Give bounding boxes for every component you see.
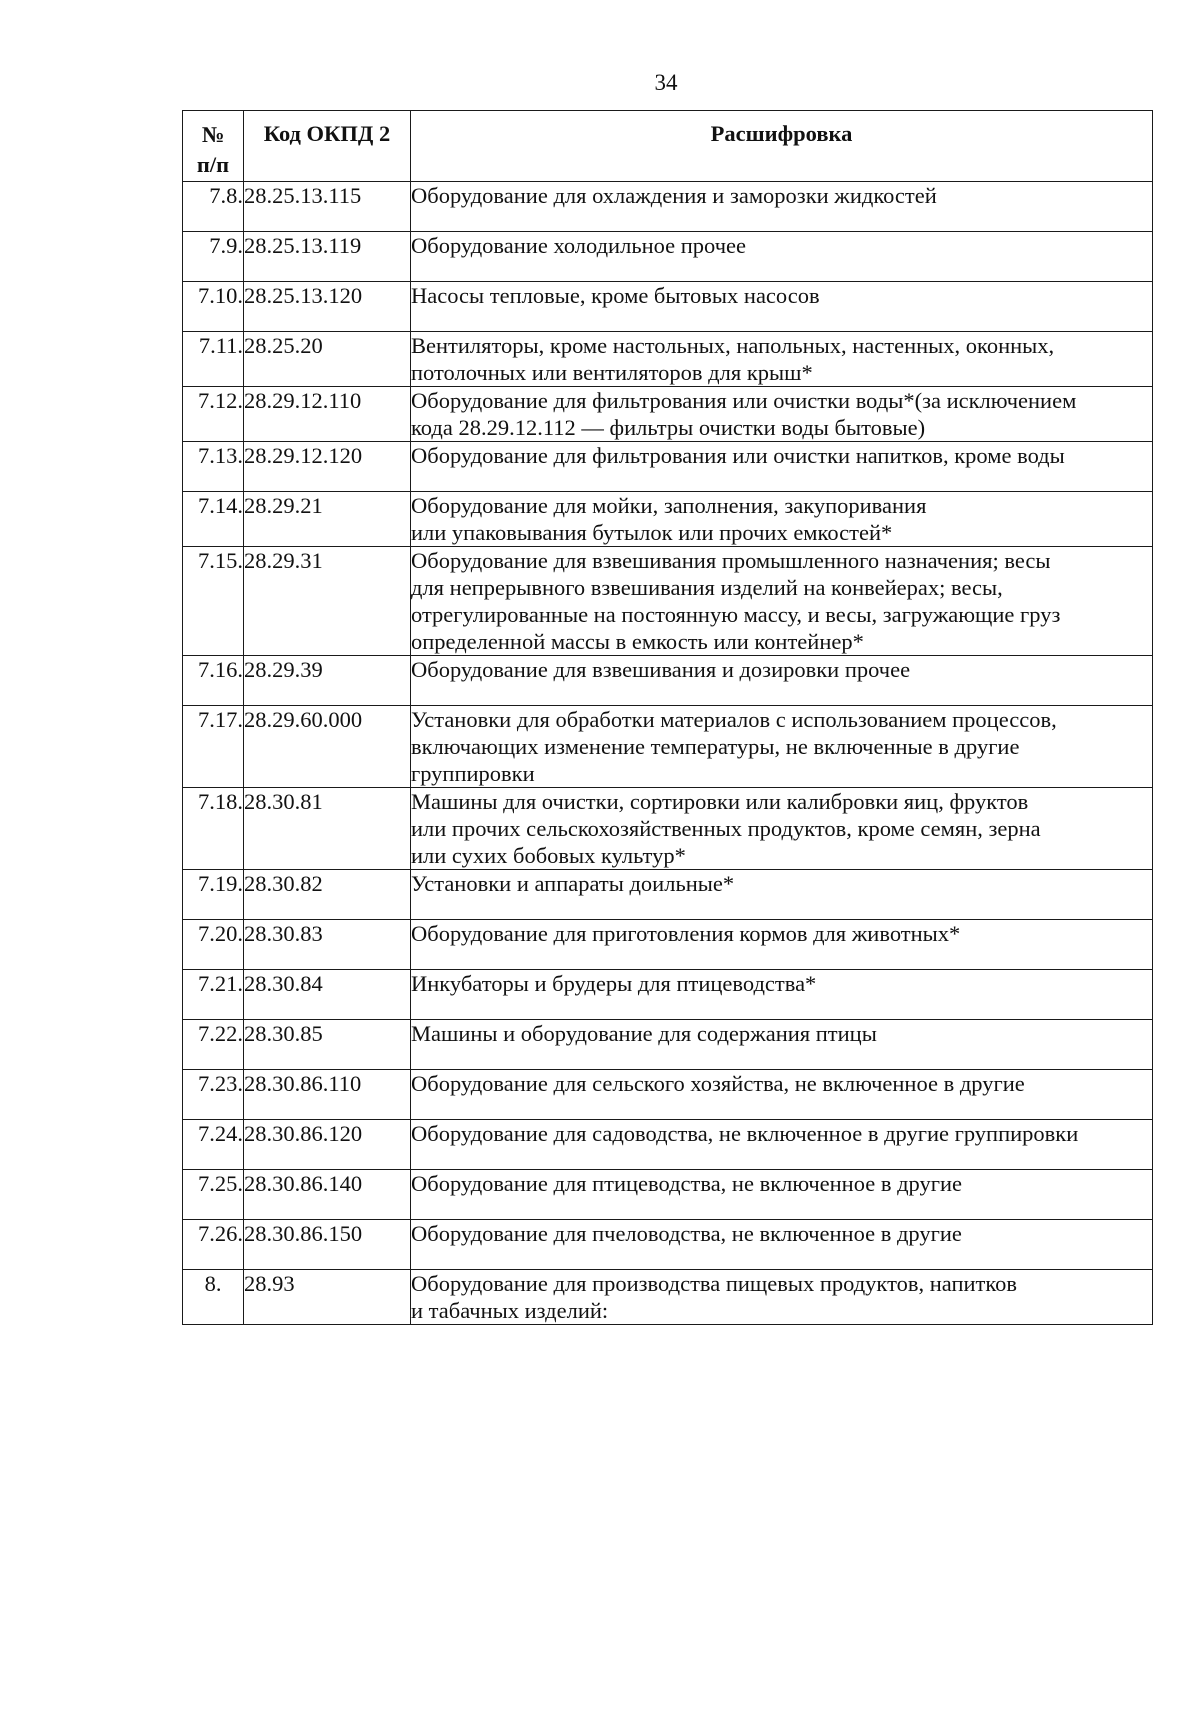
- description-cell: [411, 788, 1153, 870]
- table-header-row: [183, 111, 1153, 182]
- table-row: [183, 920, 1153, 970]
- table-row: [183, 1170, 1153, 1220]
- header-okpd-code: Код ОКПД 2: [244, 111, 411, 182]
- description-cell: [411, 656, 1153, 706]
- description-line: или сухих бобовых культур*: [411, 843, 686, 868]
- row-number: 7.12.: [183, 387, 244, 442]
- description-line: отрегулированные на постоянную массу, и весы, загружающие груз: [411, 602, 1061, 627]
- description-cell: [411, 1020, 1153, 1070]
- description-cell: [411, 970, 1153, 1020]
- table-body: [183, 182, 1153, 1325]
- description-cell: [411, 182, 1153, 232]
- okpd-code: 28.30.86.140: [244, 1170, 411, 1220]
- row-number: 7.26.: [183, 1220, 244, 1270]
- description-line: Машины и оборудование для содержания птицы: [411, 1021, 877, 1046]
- row-number: 7.8.: [183, 182, 244, 232]
- okpd-code: 28.29.12.110: [244, 387, 411, 442]
- table-row: [183, 182, 1153, 232]
- row-number: 7.16.: [183, 656, 244, 706]
- table-row: [183, 442, 1153, 492]
- description-line: кода 28.29.12.112 — фильтры очистки воды бытовые): [411, 415, 926, 440]
- description-cell: [411, 232, 1153, 282]
- description-cell: [411, 282, 1153, 332]
- description-line: Насосы тепловые, кроме бытовых насосов: [411, 283, 820, 308]
- okpd-code: 28.30.83: [244, 920, 411, 970]
- table-row: [183, 870, 1153, 920]
- row-number: 7.23.: [183, 1070, 244, 1120]
- description-line: Оборудование для птицеводства, не включенное в другие: [411, 1171, 962, 1196]
- table-row: [183, 282, 1153, 332]
- description-line: Оборудование для сельского хозяйства, не включенное в другие: [411, 1071, 1025, 1096]
- description-cell: [411, 1070, 1153, 1120]
- okpd-code: 28.30.82: [244, 870, 411, 920]
- header-number-abbrev: п/п: [196, 152, 230, 177]
- description-line: или упаковывания бутылок или прочих емкостей*: [411, 520, 893, 545]
- description-line: Установки и аппараты доильные*: [411, 871, 735, 896]
- description-line: Установки для обработки материалов с использованием процессов,: [411, 707, 1057, 732]
- description-line: Оборудование для садоводства, не включенное в другие группировки: [411, 1121, 1079, 1146]
- description-line: Оборудование для взвешивания промышленного назначения; весы: [411, 548, 1051, 573]
- okpd-code: 28.30.86.110: [244, 1070, 411, 1120]
- table-row: [183, 232, 1153, 282]
- row-number: 8.: [183, 1270, 244, 1325]
- description-line: потолочных или вентиляторов для крыш*: [411, 360, 813, 385]
- okpd-code: 28.30.85: [244, 1020, 411, 1070]
- okpd-code-table: [182, 110, 1153, 1325]
- description-line: определенной массы в емкость или контейнер*: [411, 629, 864, 654]
- description-line: Вентиляторы, кроме настольных, напольных, настенных, оконных,: [411, 333, 1055, 358]
- description-line: Оборудование для пчеловодства, не включенное в другие: [411, 1221, 962, 1246]
- row-number: 7.17.: [183, 706, 244, 788]
- okpd-code: 28.29.39: [244, 656, 411, 706]
- description-cell: [411, 706, 1153, 788]
- row-number: 7.13.: [183, 442, 244, 492]
- table-row: [183, 788, 1153, 870]
- okpd-code: 28.29.60.000: [244, 706, 411, 788]
- description-line: Оборудование холодильное прочее: [411, 233, 747, 258]
- description-line: Машины для очистки, сортировки или калибровки яиц, фруктов: [411, 789, 1029, 814]
- description-line: Оборудование для взвешивания и дозировки прочее: [411, 657, 911, 682]
- row-number: 7.22.: [183, 1020, 244, 1070]
- description-cell: [411, 492, 1153, 547]
- table-row: [183, 1120, 1153, 1170]
- okpd-code: 28.30.84: [244, 970, 411, 1020]
- row-number: 7.25.: [183, 1170, 244, 1220]
- okpd-code: 28.93: [244, 1270, 411, 1325]
- table-row: [183, 970, 1153, 1020]
- description-line: для непрерывного взвешивания изделий на конвейерах; весы,: [411, 575, 1003, 600]
- description-cell: [411, 332, 1153, 387]
- row-number: 7.9.: [183, 232, 244, 282]
- row-number: 7.10.: [183, 282, 244, 332]
- row-number: 7.19.: [183, 870, 244, 920]
- row-number: 7.15.: [183, 547, 244, 656]
- description-cell: [411, 1220, 1153, 1270]
- okpd-code: 28.29.31: [244, 547, 411, 656]
- description-cell: [411, 547, 1153, 656]
- description-line: включающих изменение температуры, не включенные в другие: [411, 734, 1020, 759]
- description-cell: [411, 387, 1153, 442]
- description-cell: [411, 1270, 1153, 1325]
- row-number: 7.11.: [183, 332, 244, 387]
- okpd-code: 28.25.13.119: [244, 232, 411, 282]
- description-cell: [411, 1120, 1153, 1170]
- okpd-code: 28.30.86.150: [244, 1220, 411, 1270]
- okpd-code: 28.29.21: [244, 492, 411, 547]
- description-line: Оборудование для фильтрования или очистки напитков, кроме воды: [411, 443, 1065, 468]
- description-line: Инкубаторы и брудеры для птицеводства*: [411, 971, 817, 996]
- description-cell: [411, 1170, 1153, 1220]
- table-row: [183, 1020, 1153, 1070]
- description-line: и табачных изделий:: [411, 1298, 609, 1323]
- table-row: [183, 706, 1153, 788]
- okpd-code: 28.29.12.120: [244, 442, 411, 492]
- header-description: Расшифровка: [411, 111, 1153, 182]
- table-row: [183, 656, 1153, 706]
- description-line: Оборудование для фильтрования или очистки воды*(за исключением: [411, 388, 1077, 413]
- okpd-code: 28.30.81: [244, 788, 411, 870]
- description-cell: [411, 442, 1153, 492]
- table-row: [183, 387, 1153, 442]
- okpd-code: 28.25.20: [244, 332, 411, 387]
- row-number: 7.14.: [183, 492, 244, 547]
- page-number: 34: [654, 70, 678, 95]
- description-line: Оборудование для охлаждения и заморозки жидкостей: [411, 183, 937, 208]
- row-number: 7.24.: [183, 1120, 244, 1170]
- description-cell: [411, 920, 1153, 970]
- description-line: или прочих сельскохозяйственных продуктов, кроме семян, зерна: [411, 816, 1041, 841]
- row-number: 7.20.: [183, 920, 244, 970]
- table-row: [183, 547, 1153, 656]
- okpd-code: 28.25.13.115: [244, 182, 411, 232]
- okpd-code: 28.25.13.120: [244, 282, 411, 332]
- okpd-code: 28.30.86.120: [244, 1120, 411, 1170]
- table-row: [183, 1220, 1153, 1270]
- description-line: группировки: [411, 761, 535, 786]
- description-line: Оборудование для производства пищевых продуктов, напитков: [411, 1271, 1018, 1296]
- table-row: [183, 1070, 1153, 1120]
- row-number: 7.18.: [183, 788, 244, 870]
- description-line: Оборудование для мойки, заполнения, закупоривания: [411, 493, 927, 518]
- table-row: [183, 492, 1153, 547]
- header-number-sign: №: [201, 122, 225, 147]
- header-row-number: [183, 111, 244, 182]
- description-cell: [411, 870, 1153, 920]
- row-number: 7.21.: [183, 970, 244, 1020]
- table-row: [183, 1270, 1153, 1325]
- description-line: Оборудование для приготовления кормов для животных*: [411, 921, 961, 946]
- table-row: [183, 332, 1153, 387]
